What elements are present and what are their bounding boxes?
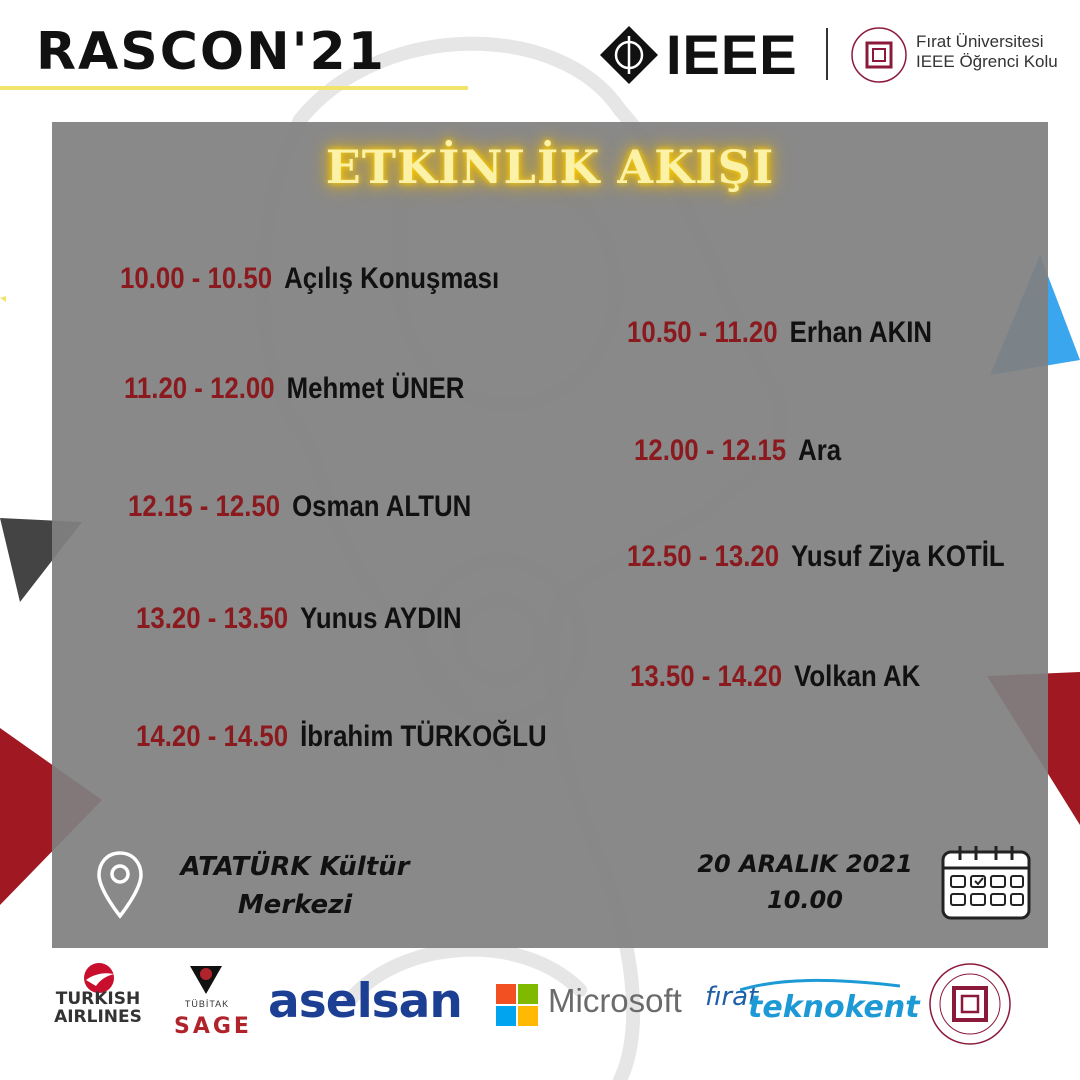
schedule-time: 14.20 - 14.50 <box>136 720 289 753</box>
schedule-item <box>120 262 499 296</box>
schedule-title: ETKİNLİK AKIŞI <box>325 140 775 194</box>
ieee-logo <box>598 22 798 87</box>
schedule-time: 13.50 - 14.20 <box>630 660 783 693</box>
event-title: RASCON'21 <box>36 22 386 82</box>
schedule-item <box>136 720 547 754</box>
microsoft-logo-icon <box>496 984 538 1026</box>
map-pin-icon <box>96 850 144 920</box>
calendar-icon <box>940 844 1032 922</box>
venue-line-2: Merkezi <box>237 890 353 920</box>
ieee-diamond-icon <box>598 24 660 86</box>
schedule-time: 11.20 - 12.00 <box>124 372 275 405</box>
university-seal-icon <box>850 26 908 84</box>
schedule-speaker: Yunus AYDIN <box>300 602 462 635</box>
schedule-time: 12.50 - 13.20 <box>627 540 780 573</box>
schedule-speaker: Yusuf Ziya KOTİL <box>791 540 1005 573</box>
title-underline <box>0 86 468 90</box>
university-title: Fırat Üniversitesi <box>916 32 1044 51</box>
schedule-item <box>634 434 841 468</box>
schedule-item <box>136 602 462 636</box>
teknokent-logo: teknokent <box>748 990 920 1025</box>
event-date-day: 20 ARALIK 2021 <box>697 850 913 878</box>
aselsan-logo: aselsan <box>268 974 462 1029</box>
student-branch: IEEE Öğrenci Kolu <box>916 52 1058 71</box>
schedule-speaker: İbrahim TÜRKOĞLU <box>300 720 547 753</box>
schedule-time: 12.15 - 12.50 <box>128 490 281 523</box>
logo-divider <box>826 28 828 80</box>
schedule-speaker: Osman ALTUN <box>292 490 472 523</box>
schedule-time: 10.00 - 10.50 <box>120 262 273 295</box>
tubitak-emblem-icon <box>186 962 226 996</box>
sage-logo: SAGE <box>174 1014 252 1039</box>
tubitak-label: TÜBİTAK <box>184 999 230 1009</box>
event-date-time: 10.00 <box>767 886 843 914</box>
schedule-item <box>627 316 932 350</box>
schedule-item <box>124 372 464 406</box>
schedule-speaker: Volkan AK <box>794 660 921 693</box>
schedule-time: 10.50 - 11.20 <box>627 316 778 349</box>
schedule-speaker: Açılış Konuşması <box>284 262 500 295</box>
university-name <box>916 32 1058 72</box>
ieee-label: IEEE <box>666 23 798 86</box>
yellow-mark-left <box>0 296 6 302</box>
turkish-airlines-logo: TURKISH AIRLINES <box>54 989 142 1027</box>
schedule-speaker: Ara <box>798 434 842 467</box>
schedule-item <box>627 540 1005 574</box>
venue-line-1: ATATÜRK Kültür <box>180 852 410 882</box>
university-seal-bottom-icon <box>928 962 1012 1046</box>
schedule-item <box>128 490 471 524</box>
schedule-speaker: Mehmet ÜNER <box>286 372 465 405</box>
venue-label <box>150 848 440 924</box>
schedule-panel <box>52 122 1048 948</box>
schedule-time: 13.20 - 13.50 <box>136 602 289 635</box>
schedule-speaker: Erhan AKIN <box>789 316 933 349</box>
teknokent-wave-icon <box>740 978 900 994</box>
firat-teknokent-prefix: fırat <box>705 982 759 1012</box>
microsoft-logo: Microsoft <box>548 982 682 1019</box>
schedule-item <box>630 660 920 694</box>
event-date <box>680 846 930 918</box>
schedule-time: 12.00 - 12.15 <box>634 434 787 467</box>
